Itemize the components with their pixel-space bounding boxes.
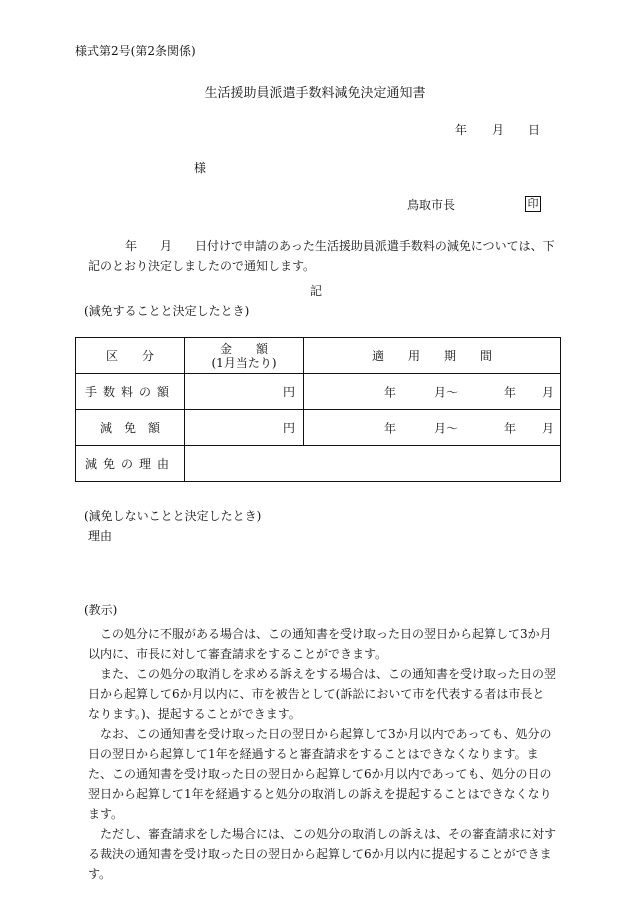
form-number: 様式第2号(第2条関係) — [75, 44, 196, 58]
issuer-name: 鳥取市長 — [407, 198, 456, 212]
notice-paragraph-1: この処分に不服がある場合は、この通知書を受け取った日の翌日から起算して3か月以内に、市長に対して審査請求をすることができます。 — [88, 627, 552, 661]
section-approved-heading: (減免することと決定したとき) — [84, 304, 250, 318]
header-period: 適 用 期 間 — [304, 338, 561, 374]
period-start-year: 年 — [384, 421, 397, 435]
notice-paragraph-3: なお、この通知書を受け取った日の翌日から起算して3か月以内であっても、処分の日の翌日から起算して1年を経過すると審査請求をすることはできなくなります。また、この通知書を受け取った日の翌日から起算して6か月以内であっても、処分の日の翌日から起算して1年を経過すると処分の取消しの訴えを提起することはできなくなります。 — [88, 727, 552, 821]
body-month: 月 — [160, 239, 173, 253]
row-reason-value — [185, 446, 561, 482]
ki-marker: 記 — [310, 284, 323, 298]
date-year: 年 — [455, 123, 468, 137]
date-day: 日 — [528, 123, 541, 137]
body-year: 年 — [125, 239, 138, 253]
seal-mark: 印 — [525, 196, 541, 212]
row-unit-fee: 円 — [185, 374, 304, 410]
notice-paragraph-2: また、この処分の取消しを求める訴えをする場合は、この通知書を受け取った日の翌日から起算して6か月以内に、市を被告として(訴訟において市を代表する者は市長となります。)、提起することができます。 — [88, 667, 557, 721]
header-amount-sub: (1月当たり) — [211, 355, 277, 370]
notice-paragraph-4: ただし、審査請求をした場合には、この処分の取消しの訴えは、その審査請求に対する裁決の通知書を受け取った日の翌日から起算して6か月以内に提起することができます。 — [88, 827, 557, 881]
document-title: 生活援助員派遣手数料減免決定通知書 — [204, 86, 426, 101]
notice-body — [88, 624, 556, 884]
reduction-table — [75, 337, 561, 482]
period-start-month: 月〜 — [434, 421, 459, 435]
table-header-row — [76, 338, 561, 374]
period-start-year: 年 — [384, 385, 397, 399]
header-category: 区 分 — [76, 338, 185, 374]
row-label-reason: 減免の理由 — [76, 446, 185, 482]
notice-heading: (教示) — [84, 603, 118, 617]
period-end-year: 年 — [504, 385, 517, 399]
date-month: 月 — [492, 123, 505, 137]
body-line1: 日付けで申請のあった生活援助員派遣手数料の減免については、下 — [195, 239, 555, 253]
body-line2: 記のとおり決定しましたので通知します。 — [88, 259, 316, 273]
period-end-month: 月 — [542, 421, 555, 435]
header-amount — [185, 338, 304, 374]
period-end-month: 月 — [542, 385, 555, 399]
row-period-fee — [304, 374, 561, 410]
table-row — [76, 374, 561, 410]
row-label-reduction: 減 免 額 — [76, 410, 185, 446]
table-row — [76, 410, 561, 446]
reason-label: 理由 — [88, 529, 113, 543]
row-period-reduction — [304, 410, 561, 446]
period-end-year: 年 — [504, 421, 517, 435]
period-start-month: 月〜 — [434, 385, 459, 399]
row-unit-reduction: 円 — [185, 410, 304, 446]
row-label-fee: 手数料の額 — [76, 374, 185, 410]
section-denied-heading: (減免しないことと決定したとき) — [84, 509, 262, 523]
addressee-suffix: 様 — [194, 161, 207, 175]
header-amount-label: 金 額 — [219, 341, 268, 356]
table-row — [76, 446, 561, 482]
